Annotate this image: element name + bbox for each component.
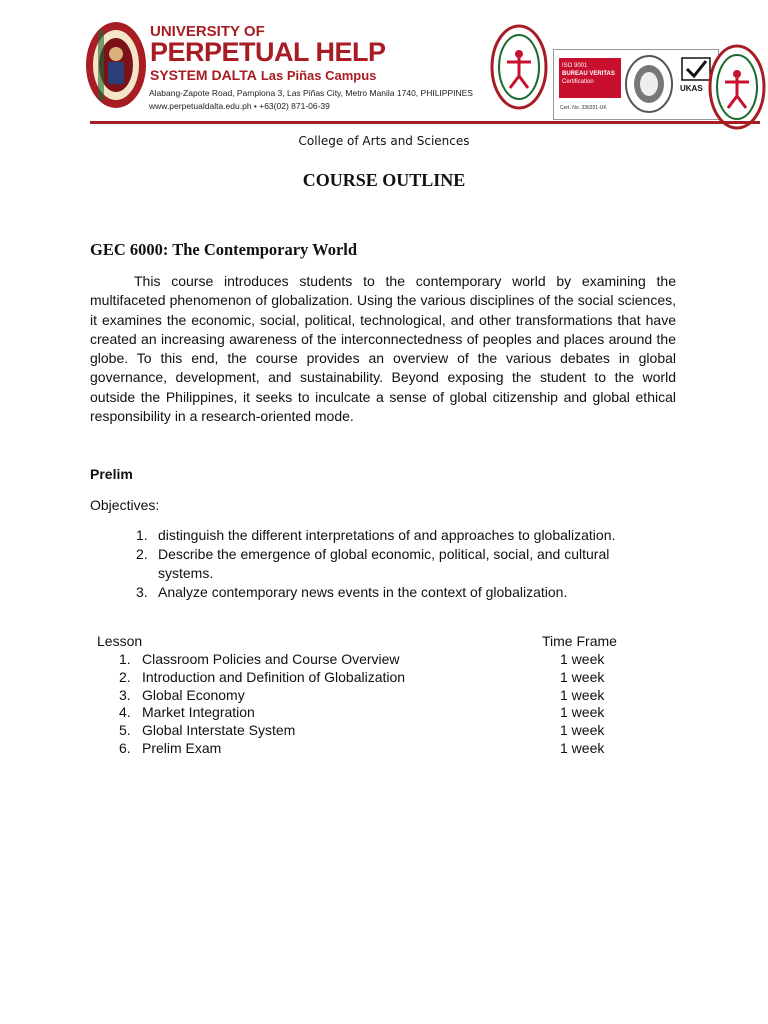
lesson-number: 3.	[119, 686, 131, 703]
objective-text: distinguish the different interpretations of and approaches to globalization.	[158, 527, 616, 543]
university-web-phone: www.perpetualdalta.edu.ph • +63(02) 871-06-39	[149, 101, 330, 111]
lesson-row	[119, 669, 639, 687]
cert-line: BUREAU VERITAS	[562, 71, 615, 77]
objective-text: Describe the emergence of global economic, political, social, and cultural systems.	[158, 546, 610, 581]
ukas-label: UKAS	[680, 84, 703, 93]
objective-item	[136, 526, 656, 545]
timeframe-column-header: Time Frame	[542, 633, 617, 649]
lesson-row	[119, 651, 639, 669]
lesson-title: Classroom Policies and Course Overview	[142, 651, 400, 667]
university-name-line1: UNIVERSITY OF	[150, 23, 265, 40]
lesson-title: Global Interstate System	[142, 722, 296, 739]
lesson-title: Prelim Exam	[142, 739, 222, 756]
lessons-table	[119, 651, 639, 758]
lesson-timeframe: 1 week	[560, 651, 605, 667]
course-title: GEC 6000: The Contemporary World	[90, 240, 358, 259]
lesson-row	[119, 687, 639, 705]
college-seal-logo-secondary	[708, 44, 766, 130]
lesson-number: 4.	[119, 704, 131, 721]
lesson-number: 2.	[119, 668, 131, 685]
course-description	[90, 272, 676, 426]
lesson-timeframe: 1 week	[560, 686, 605, 703]
header-divider	[90, 121, 760, 124]
course-description-text: This course introduces students to the contemporary world by examining the multifaceted phenomenon of globalization. Using the various disciplines of the social sciences, it examines the economic, social, political, technological, and other transformations that have created an increasing awareness of the interconnectedness of peoples and places around the globe. To this end, the course provides an overview of the various debates in global governance, development, and sustainability. Beyond exposing the student to the world outside the Philippines, it seeks to inculcate a sense of global citizenship and global ethical responsibility in a research-oriented mode.	[90, 273, 676, 425]
lesson-timeframe: 1 week	[560, 704, 605, 721]
system-name: SYSTEM DALTA	[150, 67, 257, 83]
section-heading-prelim: Prelim	[90, 466, 133, 482]
lesson-title: Global Economy	[142, 686, 245, 703]
lesson-timeframe: 1 week	[560, 722, 605, 739]
lesson-timeframe: 1 week	[560, 668, 605, 685]
objective-number: 2.	[136, 546, 148, 562]
university-name-line3	[150, 68, 376, 82]
lesson-title: Introduction and Definition of Globalization	[142, 668, 406, 685]
objective-item	[136, 545, 656, 583]
lesson-number: 1.	[119, 651, 131, 667]
lesson-timeframe: 1 week	[560, 739, 605, 756]
university-name-line2: PERPETUAL HELP	[150, 37, 386, 67]
lesson-number: 5.	[119, 722, 131, 739]
objective-item	[136, 583, 656, 602]
cert-number: Cert. No. 336331-UK	[560, 105, 607, 111]
bureau-veritas-seal-icon	[624, 54, 674, 114]
objective-text: Analyze contemporary news events in the context of globalization.	[158, 584, 568, 600]
cert-line: Certification	[562, 79, 594, 85]
objectives-label: Objectives:	[90, 497, 160, 513]
objectives-list	[136, 526, 656, 602]
iso-cert-label	[559, 58, 621, 98]
lesson-row	[119, 740, 639, 758]
college-name: College of Arts and Sciences	[298, 134, 470, 148]
lesson-number: 6.	[119, 739, 131, 756]
objective-number: 1.	[136, 527, 148, 543]
lesson-title: Market Integration	[142, 704, 255, 721]
page-title: COURSE OUTLINE	[302, 170, 466, 190]
college-seal-logo	[490, 24, 548, 110]
iso-certification-badge	[553, 49, 719, 120]
cert-line: ISO 9001	[562, 63, 588, 69]
lesson-row	[119, 722, 639, 740]
university-seal-logo	[84, 20, 148, 110]
lesson-column-header: Lesson	[97, 633, 143, 649]
objective-number: 3.	[136, 584, 148, 600]
campus-name: Las Piñas Campus	[260, 68, 377, 83]
lesson-row	[119, 704, 639, 722]
university-address: Alabang-Zapote Road, Pamplona 3, Las Piñas City, Metro Manila 1740, PHILIPPINES	[149, 88, 473, 98]
